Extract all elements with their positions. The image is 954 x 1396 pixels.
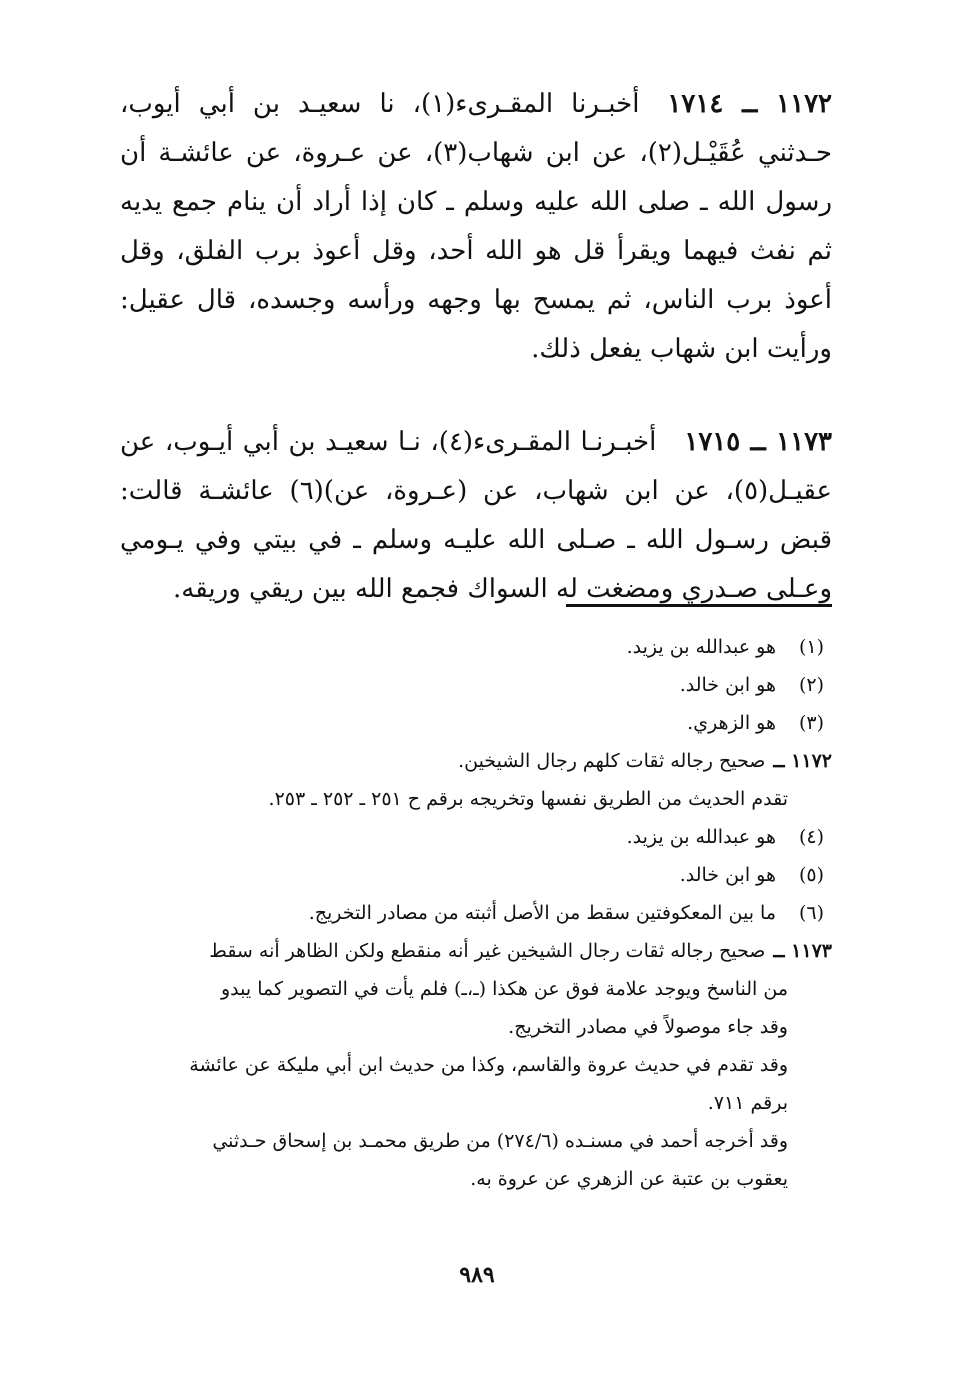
note-number: ١١٧٣ ــ [773, 940, 832, 962]
footnote-mark: (٣) [798, 712, 824, 734]
footnote-separator [566, 604, 832, 607]
footnote-6 [120, 894, 832, 932]
takhrij-note-1173-continued [120, 970, 788, 1198]
note-line: وقد تقدم في حديث عروة والقاسم، وكذا من حديث ابن أبي مليكة عن عائشة [189, 1054, 788, 1076]
footnote-4 [120, 818, 832, 856]
footnotes [120, 628, 832, 1198]
hadith-number: ١١٧٣ ــ ١٧١٥ [684, 427, 832, 457]
hadith-text: أخبـرنا المقـرىء(١)، نا سعيـد بن أبي أيوب، حـدثني عُقَيْـل(٢)، عن ابن شهاب(٣)، عن عـروة، عن عائشـة أن رسول الله ـ صلى الله عليه وسلم ـ كان إذا أراد أن ينام جمع يديه ثم نفث فيهما ويقرأ قل هو الله أحد، وقل أعوذ برب الفلق، وقل أعوذ برب الناس، ثم يمسح بها وجهه ورأسه وجسده، قال عقيل: ورأيت ابن شهاب يفعل ذلك. [120, 89, 832, 364]
hadith-number: ١١٧٢ ــ ١٧١٤ [667, 89, 832, 119]
page-number: ٩٨٩ [459, 1262, 495, 1288]
main-text [120, 80, 832, 614]
footnote-text: هو ابن خالد. [679, 864, 776, 886]
note-line: وقد جاء موصولاً في مصادر التخريج. [508, 1016, 788, 1038]
footnote-mark: (٥) [798, 864, 824, 886]
hadith-text: أخبـرنـا المقـرىء(٤)، نـا سعيـد بن أبي أيـوب، عن عقيـل(٥)، عن ابن شهاب، عن (عـروة، عن)(٦) عائشـة قالت: قبض رسـول الله ـ صـلى الله عليـه وسلم ـ في بيتي وفي يـومي وعـلى صـدري ومضغت له السواك فجمع الله بين ريقي وريقه. [120, 427, 832, 604]
footnote-text: هو ابن خالد. [679, 674, 776, 696]
footnote-mark: (٢) [798, 674, 824, 696]
footnote-2 [120, 666, 832, 704]
note-line: من الناسخ ويوجد علامة فوق عن هكذا (ـ،ـ) فلم يأت في التصوير كما يبدو [220, 978, 788, 1000]
takhrij-note-1173 [120, 932, 832, 970]
footnote-text: ما بين المعكوفتين سقط من الأصل أثبته من مصادر التخريج. [308, 902, 776, 924]
takhrij-note-1172 [120, 742, 832, 780]
footnote-text: هو الزهري. [687, 712, 776, 734]
note-line: وقد أخرجه أحمد في مسنـده (٢٧٤/٦) من طريق محمـد بن إسحاق حـدثني [212, 1130, 788, 1152]
note-text: صحيح رجاله ثقات كلهم رجال الشيخين. [458, 750, 766, 772]
note-text: صحيح رجاله ثقات رجال الشيخين غير أنه منقطع ولكن الظاهر أنه سقط [209, 940, 766, 962]
note-number: ١١٧٢ ــ [773, 750, 832, 772]
note-line: يعقوب بن عتبة عن الزهري عن عروة به. [470, 1168, 788, 1190]
hadith-1173 [120, 418, 832, 614]
footnote-3 [120, 704, 832, 742]
footnote-1 [120, 628, 832, 666]
footnote-mark: (٤) [798, 826, 824, 848]
footnote-mark: (٦) [798, 902, 824, 924]
note-line: برقم ٧١١. [707, 1092, 788, 1114]
note-line: تقدم الحديث من الطريق نفسها وتخريجه برقم ح ٢٥١ ـ ٢٥٢ ـ ٢٥٣. [268, 788, 788, 810]
hadith-1172 [120, 80, 832, 374]
footnote-5 [120, 856, 832, 894]
takhrij-note-1172-continued [120, 780, 788, 818]
footnote-text: هو عبدالله بن يزيد. [626, 826, 776, 848]
footnote-text: هو عبدالله بن يزيد. [626, 636, 776, 658]
footnote-mark: (١) [798, 636, 824, 658]
